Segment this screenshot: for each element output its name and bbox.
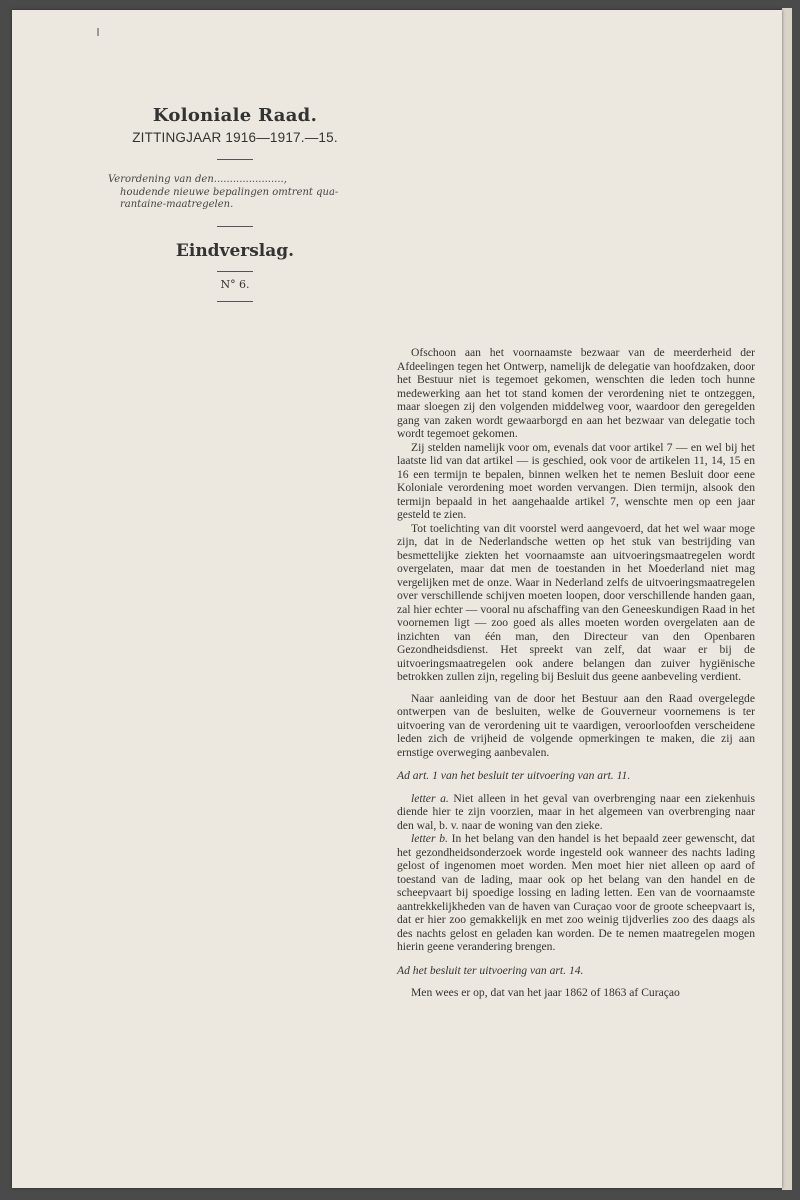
report-title: Eindverslag. xyxy=(175,240,295,261)
document-header xyxy=(100,105,370,312)
page-edge xyxy=(782,8,792,1190)
letter-label: letter a. xyxy=(411,791,449,805)
divider xyxy=(217,159,253,160)
council-title: Koloniale Raad. xyxy=(152,105,318,126)
paragraph: Naar aanleiding van de door het Bestuur aan den Raad overgelegde ontwerpen van de besluiten, welke de Gouverneur voornemens is ter uitvoering van de verordening uit te vaardigen, veroorloofden verscheidene leden zich de vrijheid de volgende opmerkingen te maken, die zij aan ernstige overweging aanbevalen. xyxy=(397,691,755,759)
report-body xyxy=(397,346,755,1000)
section-heading: Ad art. 1 van het besluit ter uitvoering van art. 11. xyxy=(397,769,631,782)
paragraph: Ofschoon aan het voornaamste bezwaar van de meerderheid der Afdeelingen tegen het Ontwerp, namelijk de delegatie van hoofdzaken, door het Bestuur niet is tegemoet gekomen, wenschten die leden toch hunne medewerking aan het tot stand komen der verordening niet te ontzeggen, maar sloegen zij den volgenden middelweg voor, waardoor den geregelden gang van zaken wordt gewaarborgd en aan het bezwaar van delegatie toch wordt tegemoet gekomen. xyxy=(397,346,755,440)
paragraph xyxy=(397,792,755,833)
paragraph xyxy=(397,832,755,954)
paragraph: Zij stelden namelijk voor om, evenals dat voor artikel 7 — en wel bij het laatste lid van dat artikel — is geschied, ook voor de artikelen 11, 14, 15 en 16 een termijn te bepalen, binnen welken het te nemen Besluit door eene Koloniale verordening moet worden vervangen. Dien termijn, alsook den termijn bepaald in het aangehaalde artikel 7, wenschte men op een jaar gesteld te zien. xyxy=(397,440,755,521)
divider xyxy=(217,271,253,272)
paragraph: Tot toelichting van dit voorstel werd aangevoerd, dat het wel waar moge zijn, dat in de Nederlandsche wetten op het stuk van bestrijding van besmettelijke ziekten het voornaamste aan uitvoeringsmaatregelen wordt overgelaten, maar dat men de toestanden in het Moederland niet mag vergelijken met de onze. Waar in Nederland zelfs de uitvoeringsmaatregelen over verschillende schijven moeten loopen, door verschillende handen gaan, zal hier echter — vooral nu afschaffing van den Geneeskundigen Raad in het voornemen ligt — zoo goed als alles moeten worden overgelaten aan de inzichten van één man, den Directeur van den Openbaren Gezondheidsdienst. Het spreekt van zelf, dat waar er bij de uitvoeringsmaatregelen ook andere belangen dan zuiver hygiënische betrokken zullen zijn, regeling bij Besluit dus geene aanbeveling verdient. xyxy=(397,521,755,683)
document-number: N° 6. xyxy=(220,277,250,291)
ordinance-line: rantaine-maatregelen. xyxy=(120,199,234,210)
session-year: ZITTINGJAAR 1916—1917.—15. xyxy=(132,130,338,145)
paragraph: Men wees er op, dat van het jaar 1862 of 1863 af Curaçao xyxy=(411,986,680,999)
section-heading: Ad het besluit ter uitvoering van art. 14. xyxy=(397,963,584,977)
ordinance-line: houdende nieuwe bepalingen omtrent qua- xyxy=(120,186,339,198)
divider xyxy=(217,301,253,302)
ordinance-description xyxy=(108,174,348,212)
paper-mark xyxy=(97,28,99,36)
ordinance-line: Verordening van den......................, xyxy=(108,174,287,185)
divider xyxy=(217,226,253,227)
paragraph-text: In het belang van den handel is het bepaald zeer gewenscht, dat het gezondheidsonderzoek worde ingesteld ook wanneer des nachts lading gelost of ingenomen moet worden. Men moet hier niet alleen op aard of toestand van de lading, maar ook op het belang van den handel en de scheepvaart bij spoedige lossing en lading letten. Een van de voornaamste aantrekkelijkheden van de haven van Curaçao voor de groote scheepvaart is, dat er hier zoo gemakkelijk en met zoo weinig tijdverlies zoo des daags als des nachts gelost en geladen kan worden. De te nemen maatregelen mogen hierin geene verandering brengen. xyxy=(397,832,756,953)
paragraph-text: Niet alleen in het geval van overbrenging naar een ziekenhuis diende hier te zijn voorzien, maar in het algemeen van overbrenging naar den wal, b. v. naar de woning van den zieke. xyxy=(397,791,756,832)
letter-label: letter b. xyxy=(411,832,448,845)
